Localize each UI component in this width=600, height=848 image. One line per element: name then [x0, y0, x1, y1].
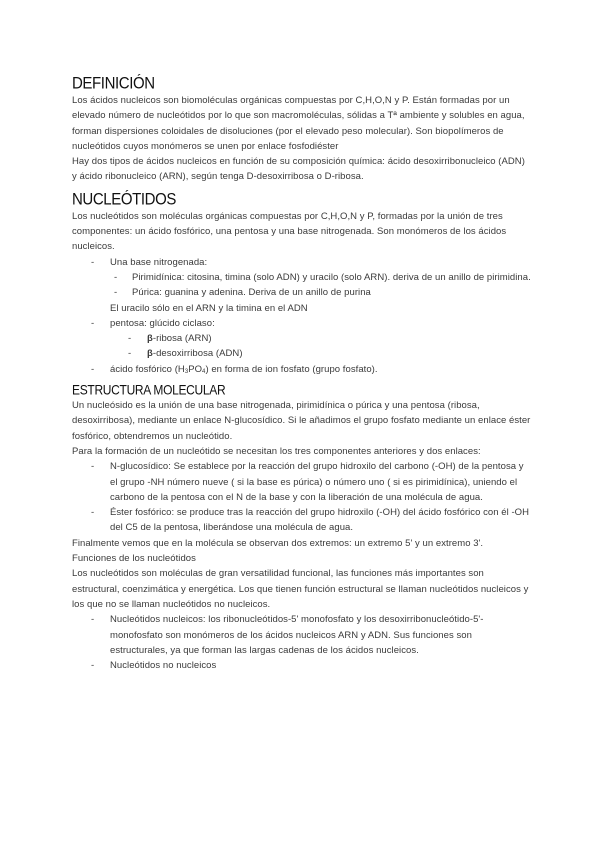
- list-item: [72, 612, 532, 658]
- pirimidinica-text: Pirimidínica: citosina, timina (solo ADN) y uracilo (solo ARN). deriva de un anillo de pirimidina.: [132, 271, 531, 283]
- funciones-paragraph: Los nucleótidos son moléculas de gran versatilidad funcional, las funciones más importantes son estructural, coenzimática y energética. Los que tienen función estructural se llaman nucleótidos nucleicos y los que no se llaman nucleótidos no nucleicos.: [72, 568, 529, 610]
- nucleotidos-nucleicos-text: Nucleótidos nucleicos: los ribonucleótidos-5' monofosfato y los desoxirribonucleótido-5'-monofosfato son monómeros de los ácidos nucleicos ARN y ADN. Sus funciones son estructurales, ya que forman las largas cadenas de los ácidos nucleicos.: [110, 614, 484, 656]
- list-item: [72, 316, 532, 331]
- estructura-heading: ESTRUCTURA MOLECULAR: [72, 382, 226, 398]
- definicion-paragraph-1: Los ácidos nucleicos son biomoléculas orgánicas compuestas por C,H,O,N y P. Están formadas por un elevado número de nucleótidos por lo que son macromoléculas, sólidas a Tª ambiente y solubles en agua, forman dispersiones coloidales de disoluciones (por el elevado peso molecular). Son biopolímeros de nucleótidos cuyos monómeros se unen por enlace fosfodiéster: [72, 95, 525, 152]
- desoxirribosa-text: -desoxirribosa (ADN): [152, 348, 243, 360]
- enlaces-list: [72, 459, 532, 535]
- dash-bullet: -: [91, 256, 95, 268]
- list-item: [72, 285, 532, 300]
- dash-bullet: -: [91, 317, 95, 329]
- nucleotido-components-list: [72, 255, 532, 380]
- list-item: [72, 331, 532, 346]
- document-page: [72, 74, 532, 673]
- dash-bullet: -: [128, 333, 132, 345]
- list-item: [72, 346, 532, 361]
- list-item: [72, 270, 532, 285]
- ribosa-text: -ribosa (ARN): [152, 333, 212, 345]
- base-label: Una base nitrogenada:: [110, 256, 208, 268]
- list-item: [72, 362, 532, 380]
- definicion-paragraph-2: Hay dos tipos de ácidos nucleicos en función de su composición química: ácido desoxirribonucleico (ADN) y ácido ribonucleico (ARN), según tenga D-desoxirribosa o D-ribosa.: [72, 156, 525, 183]
- nucleotidos-no-nucleicos-text: Nucleótidos no nucleicos: [110, 660, 217, 672]
- beta-symbol: β: [147, 348, 153, 360]
- dash-bullet: -: [114, 271, 118, 283]
- ester-fosforico-text: Éster fosfórico: se produce tras la reacción del grupo hidroxilo (-OH) del ácido fosfórico con él -OH del C5 de la pentosa, liberándose una molécula de agua.: [110, 507, 530, 534]
- list-item: [72, 658, 532, 673]
- nucleotidos-heading: NUCLEÓTIDOS: [72, 189, 176, 209]
- funciones-list: [72, 612, 532, 673]
- nucleotidos-intro: Los nucleótidos son moléculas orgánicas compuestas por C,H,O,N y P, formadas por la unión de tres componentes: un ácido fosfórico, una pentosa y una base nitrogenada. Son monómeros de los ácidos nucleicos.: [72, 210, 507, 253]
- base-note: El uracilo sólo en el ARN y la timina en el ADN: [110, 302, 308, 314]
- estructura-paragraph-1: Un nucleósido es la unión de una base nitrogenada, pirimidínica o púrica y una pentosa (ribosa, desoxirribosa), mediante un enlace N-glucosídico. Si le añadimos el grupo fosfato mediante un enlace éster fosfórico, obtendremos un nucleótido.: [72, 400, 531, 442]
- funciones-heading: Funciones de los nucleótidos: [72, 553, 196, 565]
- dash-bullet: -: [128, 348, 132, 360]
- pentosa-label: pentosa: glúcido ciclaso:: [110, 317, 215, 329]
- beta-symbol: β: [147, 333, 153, 345]
- dash-bullet: -: [114, 287, 118, 299]
- list-item: [72, 505, 532, 536]
- definicion-heading: DEFINICIÓN: [72, 74, 155, 94]
- dash-bullet: -: [91, 363, 95, 375]
- dash-bullet: -: [91, 461, 95, 473]
- fosforico-text: ácido fosfórico $(H_3PO_4)$ en forma de ion fosfato (grupo fosfato).: [110, 363, 378, 375]
- estructura-paragraph-2: Para la formación de un nucleótido se necesitan los tres componentes anteriores y dos enlaces:: [72, 445, 481, 457]
- n-glucosidico-text: N-glucosídico: Se establece por la reacción del grupo hidroxilo del carbono (-OH) de la pentosa y el grupo -NH número nueve ( si la base es púrica) o número uno ( si es pirimidínica), uniendo el carbono de la pentosa con el N de la base y con la liberación de una molécula de agua.: [110, 461, 524, 503]
- dash-bullet: -: [91, 507, 95, 519]
- list-item: [72, 255, 532, 270]
- dash-bullet: -: [91, 614, 95, 626]
- purica-text: Púrica: guanina y adenina. Deriva de un anillo de purina: [132, 287, 371, 299]
- dash-bullet: -: [91, 660, 95, 672]
- estructura-paragraph-3: Finalmente vemos que en la molécula se observan dos extremos: un extremo 5' y un extremo 3'.: [72, 537, 484, 549]
- list-item: [72, 459, 532, 505]
